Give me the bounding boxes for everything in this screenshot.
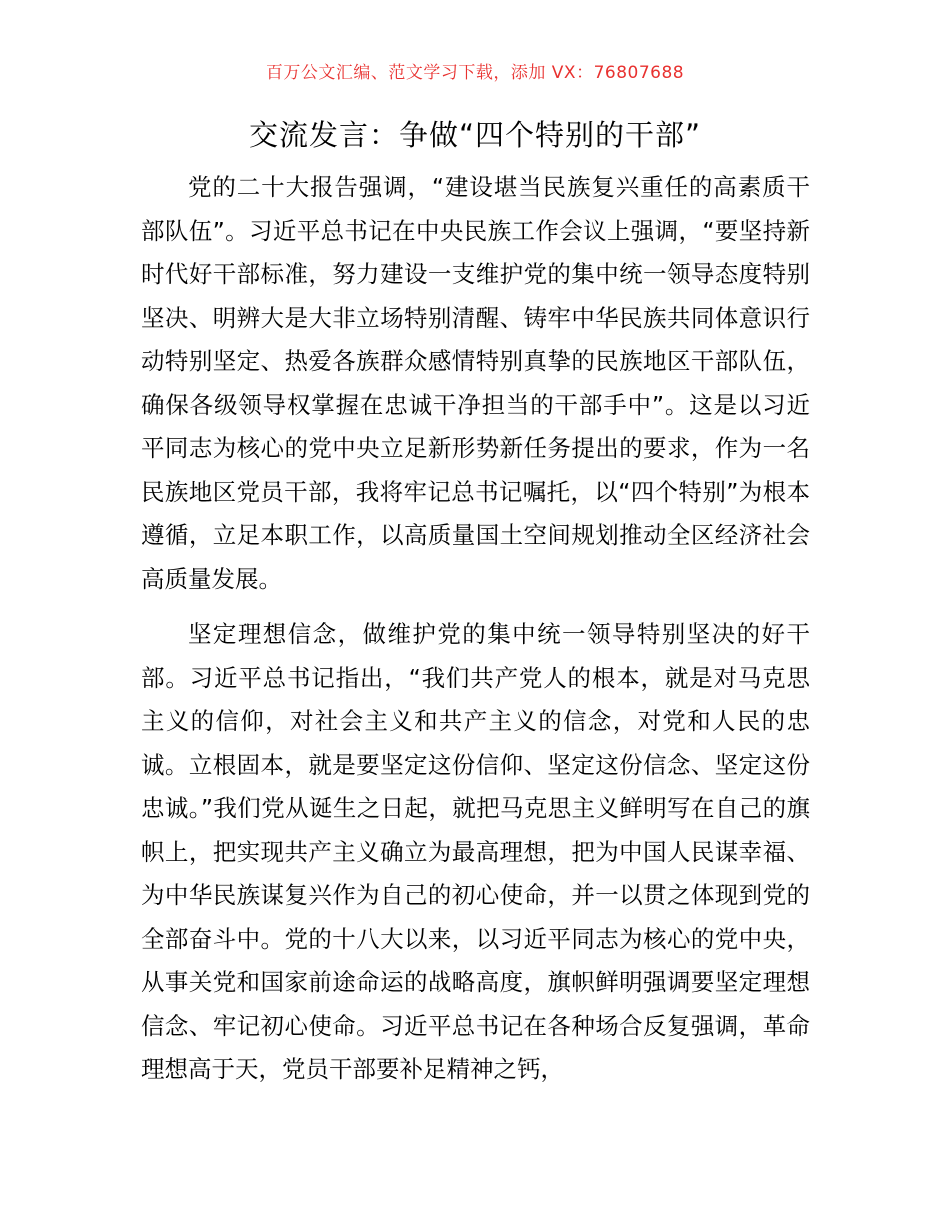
body-paragraph-1: 党的二十大报告强调，“建设堪当民族复兴重任的高素质干部队伍”。习近平总书记在中央民族工作会议上强调，“要坚持新时代好干部标准，努力建设一支维护党的集中统一领导态度特别坚决、明辨大是大非立场特别清醒、铸牢中华民族共同体意识行动特别坚定、热爱各族群众感情特别真挚的民族地区干部队伍，确保各级领导权掌握在忠诚干净担当的干部手中”。这是以习近平同志为核心的党中央立足新形势新任务提出的要求，作为一名民族地区党员干部，我将牢记总书记嘱托，以“四个特别”为根本遵循，立足本职工作，以高质量国土空间规划推动全区经济社会高质量发展。	[141, 173, 810, 593]
body-paragraph-2: 坚定理想信念，做维护党的集中统一领导特别坚决的好干部。习近平总书记指出，“我们共产党人的根本，就是对马克思主义的信仰，对社会主义和共产主义的信念，对党和人民的忠诚。立根固本，就是要坚定这份信仰、坚定这份信念、坚定这份忠诚。”我们党从诞生之日起，就把马克思主义鲜明写在自己的旗帜上，把实现共产主义确立为最高理想，把为中国人民谋幸福、为中华民族谋复兴作为自己的初心使命，并一以贯之体现到党的全部奋斗中。党的十八大以来，以习近平同志为核心的党中央，从事关党和国家前途命运的战略高度，旗帜鲜明强调要坚定理想信念、牢记初心使命。习近平总书记在各种场合反复强调，革命理想高于天，党员干部要补足精神之钙，	[141, 620, 810, 1083]
document-title: 交流发言：争做“四个特别的干部”	[248, 118, 702, 152]
header-contact-note: 百万公文汇编、范文学习下载，添加 VX：76807688	[265, 63, 685, 83]
